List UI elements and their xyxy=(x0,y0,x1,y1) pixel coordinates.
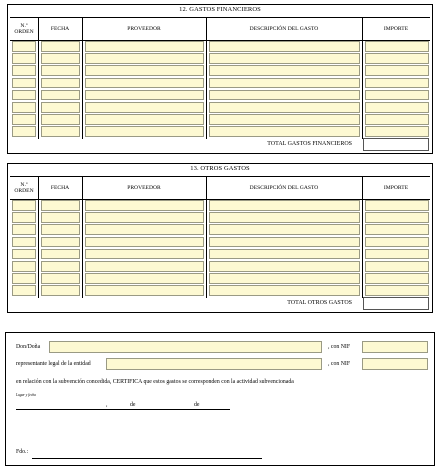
gastos-financieros-row-7-proveedor-field[interactable] xyxy=(85,114,204,125)
lugar-comma: , xyxy=(106,402,108,408)
header-importe: IMPORTE xyxy=(383,26,409,32)
header-descripcion: DESCRIPCIÓN DEL GASTO xyxy=(249,185,319,191)
column-divider xyxy=(82,17,83,139)
header-orden: N.º ORDEN xyxy=(14,23,34,35)
header-proveedor: PROVEEDOR xyxy=(127,185,161,191)
gastos-financieros-row-1-proveedor-field[interactable] xyxy=(85,41,204,52)
otros-gastos-row-8-importe-field[interactable] xyxy=(365,285,429,296)
otros-gastos-row-8-fecha-field[interactable] xyxy=(41,285,80,296)
header-descripcion: DESCRIPCIÓN DEL GASTO xyxy=(249,26,319,32)
gastos-financieros-row-3-orden-field[interactable] xyxy=(12,65,36,76)
gastos-financieros-row-3-proveedor-field[interactable] xyxy=(85,65,204,76)
certification-box xyxy=(5,332,435,466)
otros-gastos-row-6-fecha-field[interactable] xyxy=(41,261,80,272)
gastos-financieros-row-5-importe-field[interactable] xyxy=(365,90,429,101)
otros-gastos-row-6-orden-field[interactable] xyxy=(12,261,36,272)
otros-gastos-row-3-proveedor-field[interactable] xyxy=(85,224,204,235)
otros-gastos-row-6-descripcion-field[interactable] xyxy=(209,261,360,272)
otros-gastos-row-5-orden-field[interactable] xyxy=(12,249,36,260)
total-field-gastos-financieros[interactable] xyxy=(363,138,429,151)
column-divider xyxy=(362,176,363,298)
gastos-financieros-row-6-proveedor-field[interactable] xyxy=(85,102,204,113)
gastos-financieros-row-5-orden-field[interactable] xyxy=(12,90,36,101)
otros-gastos-row-7-orden-field[interactable] xyxy=(12,273,36,284)
nif-field-1[interactable] xyxy=(362,341,428,353)
column-divider xyxy=(206,17,207,139)
gastos-financieros-row-5-fecha-field[interactable] xyxy=(41,90,80,101)
certifica-text: en relación con la subvención concedida, CERTIFICA que estos gastos se corresponden con la actividad subvencionada xyxy=(16,379,294,385)
gastos-financieros-row-6-descripcion-field[interactable] xyxy=(209,102,360,113)
lugar-fecha-label: Lugar y fecha xyxy=(16,393,36,397)
total-label-otros-gastos: TOTAL OTROS GASTOS xyxy=(287,300,352,306)
gastos-financieros-row-7-descripcion-field[interactable] xyxy=(209,114,360,125)
otros-gastos-row-7-importe-field[interactable] xyxy=(365,273,429,284)
gastos-financieros-row-1-orden-field[interactable] xyxy=(12,41,36,52)
gastos-financieros-row-5-proveedor-field[interactable] xyxy=(85,90,204,101)
gastos-financieros-row-6-orden-field[interactable] xyxy=(12,102,36,113)
header-fecha: FECHA xyxy=(50,185,70,191)
otros-gastos-row-1-orden-field[interactable] xyxy=(12,200,36,211)
section-title-otros-gastos: 13. OTROS GASTOS xyxy=(190,165,250,172)
otros-gastos-row-4-proveedor-field[interactable] xyxy=(85,237,204,248)
otros-gastos-row-2-proveedor-field[interactable] xyxy=(85,212,204,223)
representante-label: representante legal de la entidad xyxy=(16,361,91,367)
otros-gastos-row-5-descripcion-field[interactable] xyxy=(209,249,360,260)
nif-label-1: , con NIF xyxy=(328,344,351,350)
gastos-financieros-row-1-fecha-field[interactable] xyxy=(41,41,80,52)
gastos-financieros-row-4-proveedor-field[interactable] xyxy=(85,78,204,89)
otros-gastos-row-8-descripcion-field[interactable] xyxy=(209,285,360,296)
otros-gastos-row-1-descripcion-field[interactable] xyxy=(209,200,360,211)
gastos-financieros-row-4-fecha-field[interactable] xyxy=(41,78,80,89)
gastos-financieros-row-2-orden-field[interactable] xyxy=(12,53,36,64)
section-title-gastos-financieros: 12. GASTOS FINANCIEROS xyxy=(179,6,261,13)
otros-gastos-row-5-proveedor-field[interactable] xyxy=(85,249,204,260)
otros-gastos-row-8-orden-field[interactable] xyxy=(12,285,36,296)
otros-gastos-row-1-fecha-field[interactable] xyxy=(41,200,80,211)
column-divider xyxy=(362,17,363,139)
otros-gastos-row-4-descripcion-field[interactable] xyxy=(209,237,360,248)
otros-gastos-row-6-importe-field[interactable] xyxy=(365,261,429,272)
gastos-financieros-row-1-descripcion-field[interactable] xyxy=(209,41,360,52)
gastos-financieros-row-5-descripcion-field[interactable] xyxy=(209,90,360,101)
otros-gastos-row-3-descripcion-field[interactable] xyxy=(209,224,360,235)
otros-gastos-row-3-fecha-field[interactable] xyxy=(41,224,80,235)
column-divider xyxy=(38,17,39,139)
don-dona-label: Don/Doña xyxy=(16,344,41,350)
column-divider xyxy=(206,176,207,298)
otros-gastos-row-7-descripcion-field[interactable] xyxy=(209,273,360,284)
otros-gastos-row-2-descripcion-field[interactable] xyxy=(209,212,360,223)
fdo-label: Fdo.: xyxy=(16,449,29,455)
gastos-financieros-row-8-descripcion-field[interactable] xyxy=(209,126,360,137)
gastos-financieros-row-3-descripcion-field[interactable] xyxy=(209,65,360,76)
otros-gastos-row-2-importe-field[interactable] xyxy=(365,212,429,223)
header-orden: N.º ORDEN xyxy=(14,182,34,194)
section-otros-gastos xyxy=(7,163,433,313)
otros-gastos-row-7-proveedor-field[interactable] xyxy=(85,273,204,284)
gastos-financieros-row-8-fecha-field[interactable] xyxy=(41,126,80,137)
total-label-gastos-financieros: TOTAL GASTOS FINANCIEROS xyxy=(267,141,352,147)
de-label-2: de xyxy=(194,402,200,408)
otros-gastos-row-8-proveedor-field[interactable] xyxy=(85,285,204,296)
nif-label-2: , con NIF xyxy=(328,361,351,367)
gastos-financieros-row-7-fecha-field[interactable] xyxy=(41,114,80,125)
column-divider xyxy=(82,176,83,298)
gastos-financieros-row-4-importe-field[interactable] xyxy=(365,78,429,89)
gastos-financieros-row-7-importe-field[interactable] xyxy=(365,114,429,125)
gastos-financieros-row-6-importe-field[interactable] xyxy=(365,102,429,113)
don-dona-field[interactable] xyxy=(49,341,322,353)
otros-gastos-row-2-fecha-field[interactable] xyxy=(41,212,80,223)
otros-gastos-row-3-importe-field[interactable] xyxy=(365,224,429,235)
gastos-financieros-row-6-fecha-field[interactable] xyxy=(41,102,80,113)
header-importe: IMPORTE xyxy=(383,185,409,191)
otros-gastos-row-5-importe-field[interactable] xyxy=(365,249,429,260)
gastos-financieros-row-2-proveedor-field[interactable] xyxy=(85,53,204,64)
gastos-financieros-row-2-fecha-field[interactable] xyxy=(41,53,80,64)
otros-gastos-row-4-importe-field[interactable] xyxy=(365,237,429,248)
section-gastos-financieros xyxy=(7,4,433,154)
table-header-otros-gastos xyxy=(10,176,430,200)
otros-gastos-row-1-importe-field[interactable] xyxy=(365,200,429,211)
otros-gastos-row-4-orden-field[interactable] xyxy=(12,237,36,248)
lugar-fecha-line[interactable] xyxy=(16,409,230,410)
otros-gastos-row-3-orden-field[interactable] xyxy=(12,224,36,235)
gastos-financieros-row-4-orden-field[interactable] xyxy=(12,78,36,89)
otros-gastos-row-5-fecha-field[interactable] xyxy=(41,249,80,260)
gastos-financieros-row-1-importe-field[interactable] xyxy=(365,41,429,52)
firma-line[interactable] xyxy=(32,458,262,459)
column-divider xyxy=(38,176,39,298)
gastos-financieros-row-7-orden-field[interactable] xyxy=(12,114,36,125)
gastos-financieros-row-2-importe-field[interactable] xyxy=(365,53,429,64)
gastos-financieros-row-8-orden-field[interactable] xyxy=(12,126,36,137)
gastos-financieros-row-4-descripcion-field[interactable] xyxy=(209,78,360,89)
nif-field-2[interactable] xyxy=(362,358,428,370)
gastos-financieros-row-3-fecha-field[interactable] xyxy=(41,65,80,76)
de-label-1: de xyxy=(130,402,136,408)
otros-gastos-row-2-orden-field[interactable] xyxy=(12,212,36,223)
gastos-financieros-row-8-importe-field[interactable] xyxy=(365,126,429,137)
otros-gastos-row-7-fecha-field[interactable] xyxy=(41,273,80,284)
otros-gastos-row-6-proveedor-field[interactable] xyxy=(85,261,204,272)
gastos-financieros-row-3-importe-field[interactable] xyxy=(365,65,429,76)
table-header-gastos-financieros xyxy=(10,17,430,41)
gastos-financieros-row-8-proveedor-field[interactable] xyxy=(85,126,204,137)
otros-gastos-row-1-proveedor-field[interactable] xyxy=(85,200,204,211)
entidad-field[interactable] xyxy=(106,358,322,370)
header-fecha: FECHA xyxy=(50,26,70,32)
header-proveedor: PROVEEDOR xyxy=(127,26,161,32)
otros-gastos-row-4-fecha-field[interactable] xyxy=(41,237,80,248)
total-field-otros-gastos[interactable] xyxy=(363,297,429,310)
gastos-financieros-row-2-descripcion-field[interactable] xyxy=(209,53,360,64)
